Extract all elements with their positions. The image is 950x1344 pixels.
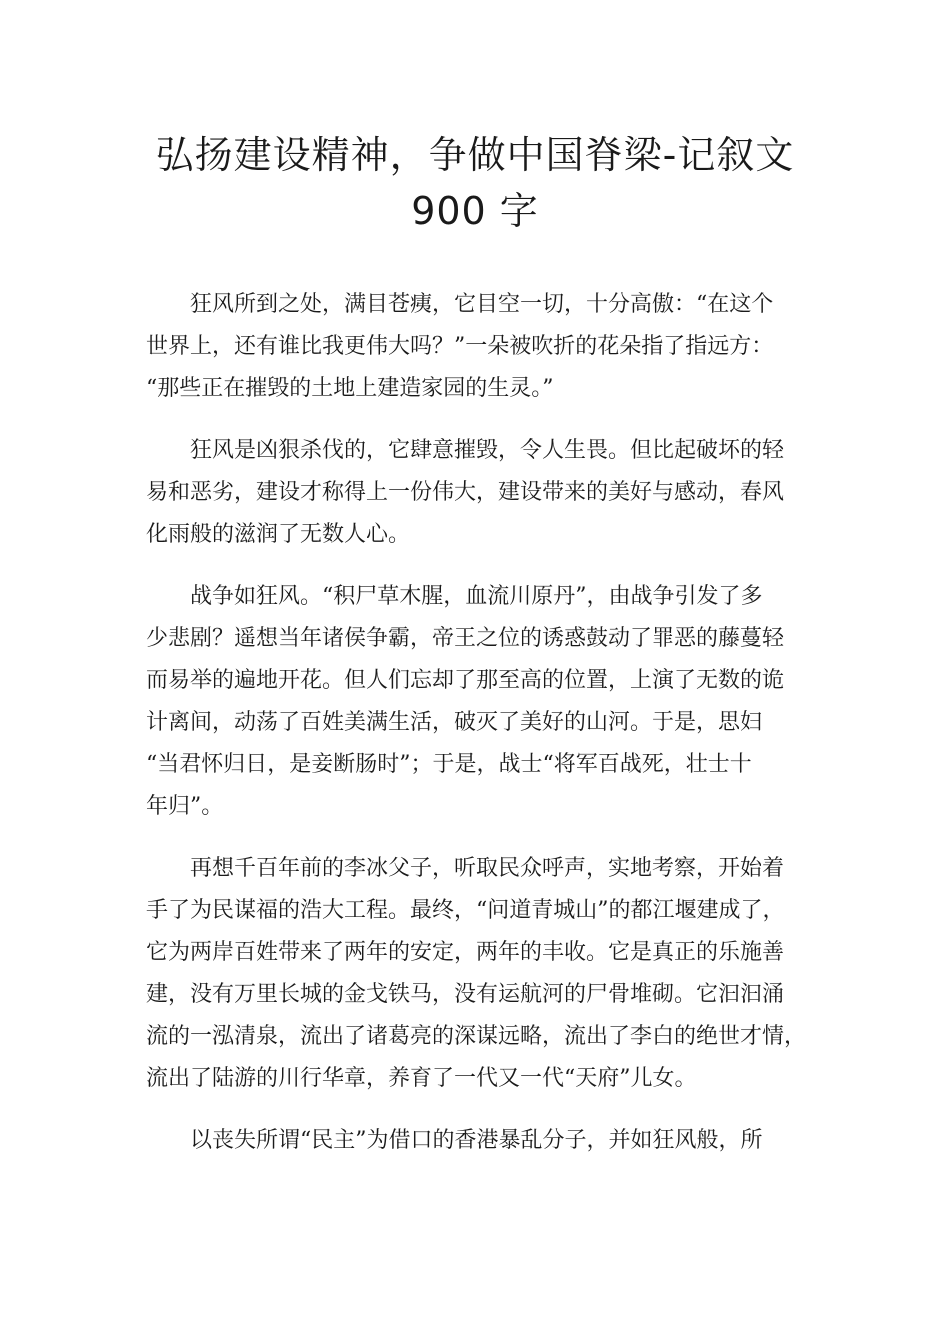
text-line: 化雨般的滋润了无数人心。 — [146, 522, 411, 547]
text-line: 以丧失所谓“民主”为借口的香港暴乱分子，并如狂风般，所 — [190, 1128, 763, 1153]
paragraph — [146, 1120, 822, 1162]
document-body — [146, 284, 822, 1182]
title-line: 900 字 — [411, 189, 539, 233]
text-line: “当君怀归日，是妾断肠时”；于是，战士“将军百战死，壮士十 — [146, 752, 752, 777]
text-line: 少悲剧？遥想当年诸侯争霸，帝王之位的诱惑鼓动了罪恶的藤蔓轻 — [146, 626, 785, 651]
paragraph — [146, 848, 822, 1100]
text-line: 计离间，动荡了百姓美满生活，破灭了美好的山河。于是，思妇 — [146, 710, 763, 735]
text-line: 而易举的遍地开花。但人们忘却了那至高的位置，上演了无数的诡 — [146, 668, 785, 693]
text-line: 易和恶劣，建设才称得上一份伟大，建设带来的美好与感动，春风 — [146, 480, 785, 505]
text-line: 年归”。 — [146, 794, 224, 819]
text-line: 流出了陆游的川行华章，养育了一代又一代“天府”儿女。 — [146, 1066, 697, 1091]
text-line: 战争如狂风。“积尸草木腥，血流川原丹”，由战争引发了多 — [190, 584, 763, 609]
paragraph — [146, 576, 822, 828]
text-line: 流的一泓清泉，流出了诸葛亮的深谋远略，流出了李白的绝世才情， — [146, 1024, 807, 1049]
text-line: “那些正在摧毁的土地上建造家园的生灵。” — [146, 376, 554, 401]
text-line: 手了为民谋福的浩大工程。最终，“问道青城山”的都江堰建成了， — [146, 898, 785, 923]
text-line: 再想千百年前的李冰父子，听取民众呼声，实地考察，开始着 — [190, 856, 785, 881]
text-line: 狂风是凶狠杀伐的，它肆意摧毁，令人生畏。但比起破坏的轻 — [190, 438, 785, 463]
text-line: 世界上，还有谁比我更伟大吗？”一朵被吹折的花朵指了指远方： — [146, 334, 774, 359]
text-line: 它为两岸百姓带来了两年的安定，两年的丰收。它是真正的乐施善 — [146, 940, 785, 965]
text-line: 建，没有万里长城的金戈铁马，没有运航河的尸骨堆砌。它汩汩涌 — [146, 982, 785, 1007]
paragraph — [146, 284, 822, 410]
title-line: 弘扬建设精神，争做中国脊梁-记叙文 — [155, 133, 795, 177]
text-line: 狂风所到之处，满目苍痍，它目空一切，十分高傲：“在这个 — [190, 292, 774, 317]
document-title — [80, 127, 870, 239]
paragraph — [146, 430, 822, 556]
